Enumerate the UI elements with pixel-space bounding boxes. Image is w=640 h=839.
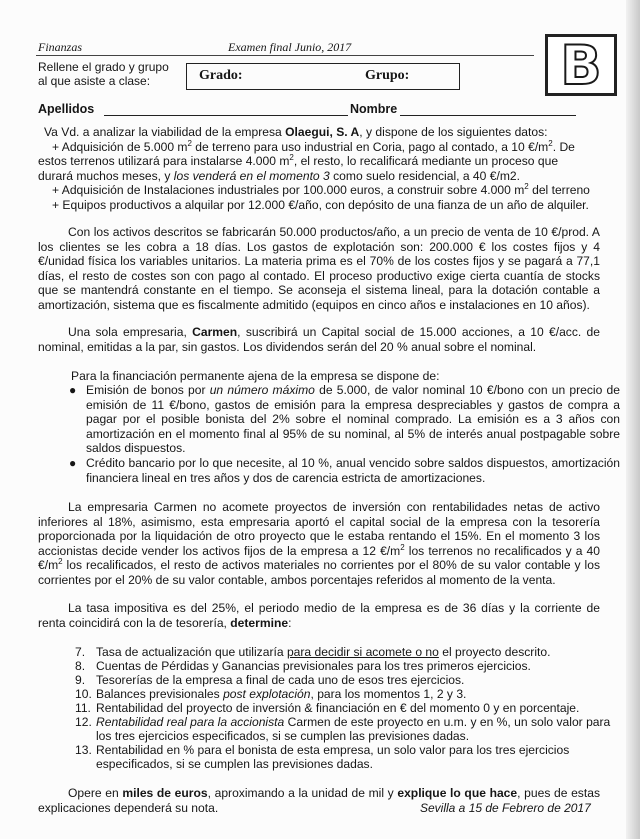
grupo-label: Grupo: bbox=[365, 68, 410, 83]
footer-instructions: Opere en miles de euros, aproximando a la unidad de mil y explique lo que hace, pues de estas explicaciones dependerá su nota. bbox=[38, 786, 600, 815]
task-13: 13. Rentabilidad en % para el bonista de esta empresa, un solo valor para los tres ejercicios especificados, si se cumplen las previsiones dadas. bbox=[75, 743, 570, 771]
page-edge-shadow bbox=[626, 0, 640, 839]
task-11: 11. Rentabilidad del proyecto de inversión & financiación en € del momento 0 y en porcentaje. bbox=[75, 701, 580, 715]
intro-paragraph: Va Vd. a analizar la viabilidad de la empresa Olaegui, S. A, y dispone de los siguientes datos: + Adquisición de 5.000 $m^2$ de terreno para uso industrial en Coria, pago al contado, a 10 $€/m^2$. De estos terrenos utilizará para instalarse 4.000 $m^2$, el resto, lo recalificará mediante un proceso que durará muchos meses, y los venderá en el momento 3 como suelo residencial, a 40 €/m2. + Adquisición de Instalaciones industriales por 100.000 euros, a construir sobre 4.000 $m^2$ del terreno + Equipos productivos a alquilar por 12.000 €/año, con depósito de una fianza de un año de alquiler. bbox=[38, 125, 590, 212]
shareholder-name: Carmen bbox=[192, 325, 238, 339]
bullet-icon: ● bbox=[69, 383, 77, 397]
apellidos-line[interactable] bbox=[104, 115, 348, 116]
exam-variant-box bbox=[545, 34, 617, 96]
exam-title: Examen final Junio, 2017 bbox=[228, 40, 352, 54]
task-12: 12. Rentabilidad real para la accionista Carmen de este proyecto en u.m. y en %, un solo valor para los tres ejercicios especificados, si se cumplen las previsiones dadas. bbox=[75, 715, 611, 743]
nombre-line[interactable] bbox=[400, 115, 576, 116]
grado-label: Grado: bbox=[199, 68, 243, 83]
course-name: Finanzas bbox=[38, 40, 83, 54]
apellidos-label: Apellidos bbox=[38, 102, 95, 116]
tasa-paragraph: La tasa impositiva es del 25%, el periodo medio de la empresa es de 36 días y la corriente de renta coincidirá con la de tesorería, determine: bbox=[38, 601, 600, 630]
header-rule bbox=[36, 55, 534, 56]
task-9: 9. Tesorerías de la empresa a final de cada uno de esos tres ejercicios. bbox=[75, 673, 465, 687]
exam-variant-letter: B bbox=[560, 34, 602, 97]
bullet-icon: ● bbox=[69, 456, 77, 470]
grade-group-box[interactable] bbox=[186, 63, 460, 90]
credit-bullet: ● Crédito bancario por lo que necesite, al 10 %, anual vencido sobre saldos dispuestos, amortización financiera lineal en tres años y dos de carencia estricta de amortizaciones. bbox=[69, 456, 620, 485]
exam-date: Sevilla a 15 de Febrero de 2017 bbox=[420, 801, 591, 815]
company-name: Olaegui, S. A bbox=[285, 125, 360, 139]
prompt-line-2: al que asiste a clase: bbox=[38, 74, 151, 88]
carmen-paragraph: Una sola empresaria, Carmen, suscribirá un Capital social de 15.000 acciones, a 10 €/acc. de nominal, emitidas a la par, sin gastos. Los dividendos serán del 20 % anual sobre el nominal. bbox=[38, 325, 600, 354]
task-10: 10. Balances previsionales post explotación, para los momentos 1, 2 y 3. bbox=[75, 687, 467, 701]
task-7: 7. Tasa de actualización que utilizaría para decidir si acomete o no el proyecto descrito. bbox=[75, 645, 551, 659]
prompt-line-1: Rellene el grado y grupo bbox=[38, 60, 169, 74]
activos-paragraph: Con los activos descritos se fabricarán 50.000 productos/año, a un precio de venta de 10 €/prod. A los clientes se les cobra a 18 días. Los gastos de explotación son: 200.000 € los costes fijos y 4 €/unidad física los variables unitarios. La materia prima es el 70% de los costes fijos y se pagará a 77,1 días, el resto de costes son con pago al contado. El proceso productivo exige cierta cuantía de stocks que se mantendrá constante en el tiempo. Se aconseja el sistema lineal, para la dotación contable a amortización, sistema que es fiscalmente admitido (equipos en cinco años e instalaciones en 10 años). bbox=[38, 225, 600, 312]
bond-bullet: ● Emisión de bonos por un número máximo de 5.000, de valor nominal 10 €/bono con un precio de emisión de 11 €/bono, gastos de emisión para la empresa despreciables y gastos de compra a pagar por el posible bonista del 2% sobre el nominal comprado. La emisión es a 3 años con amortización en el momento final al 95% de su nominal, al 5% de interés anual postpagable sobre saldos dispuestos. bbox=[69, 383, 620, 455]
nombre-label: Nombre bbox=[350, 102, 398, 116]
grade-group-prompt bbox=[38, 60, 169, 88]
name-fields bbox=[38, 102, 398, 116]
task-8: 8. Cuentas de Pérdidas y Ganancias previsionales para los tres primeros ejercicios. bbox=[75, 659, 531, 673]
rentabilidad-paragraph: La empresaria Carmen no acomete proyectos de inversión con rentabilidades netas de activo inferiores al 18%, asimismo, esta empresaria aportó el capital social de la empresa con la tesorería proporcionada por la liquidación de otro proyecto que le estaba rentando el 15%. En el momento 3 los accionistas decide vender los activos fijos de la empresa a 12 $€/m^2$ los terrenos no recalificados y a 40 $€/m^2$ los recalificados, el resto de activos materiales no corrientes por el 80% de su valor contable y los corrientes por el 20% de su valor contable, ambos porcentajes referidos al momento de la venta. bbox=[38, 500, 600, 587]
financing-intro: Para la financiación permanente ajena de la empresa se dispone de: bbox=[71, 369, 440, 383]
